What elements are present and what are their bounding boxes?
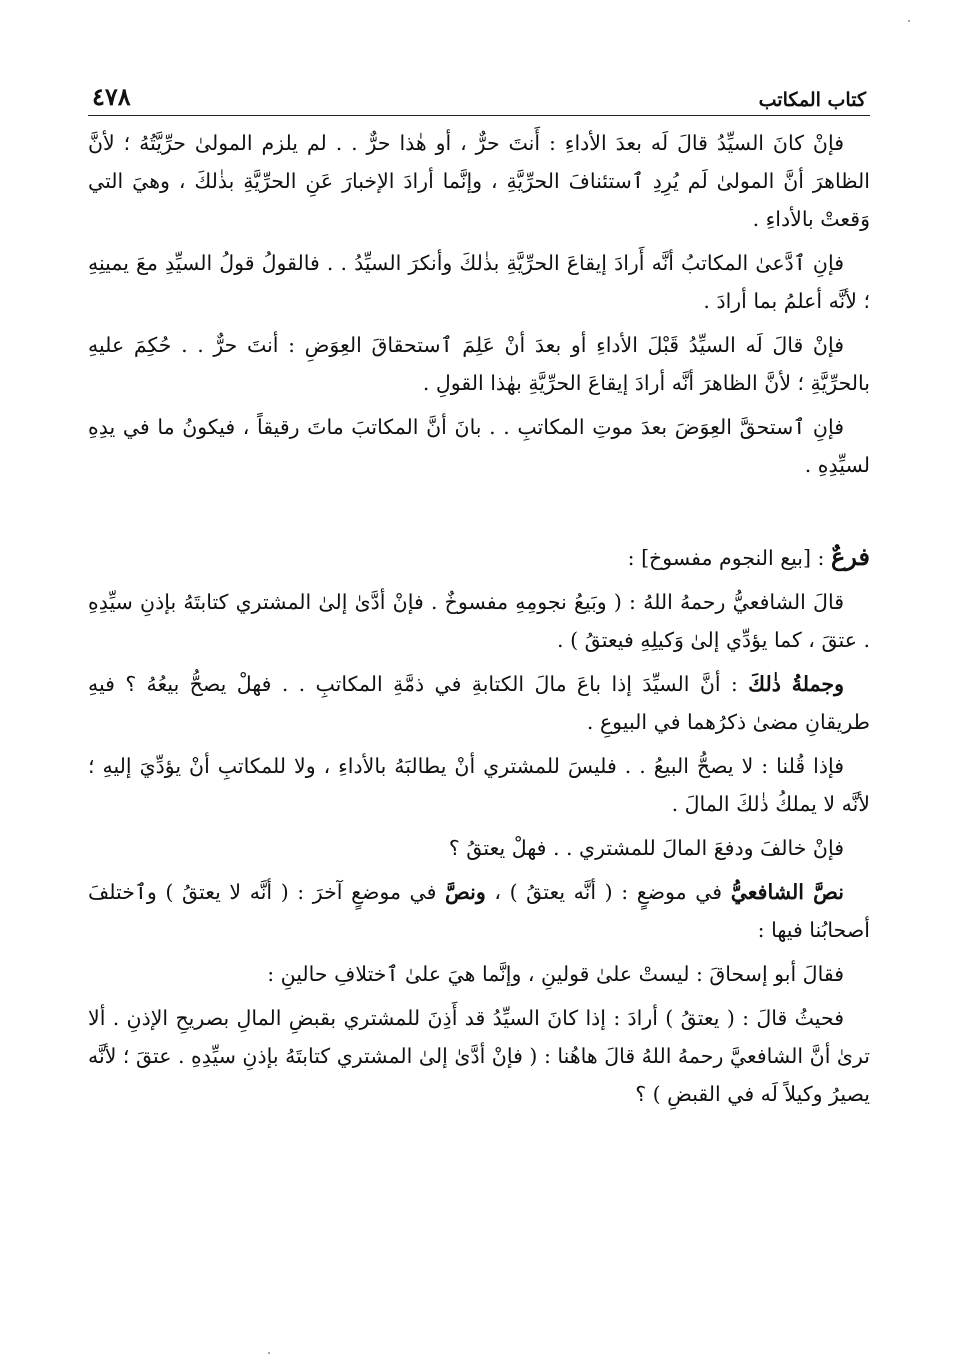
page-body xyxy=(88,124,870,1113)
paragraph-text: في موضعٍ : ( أنَّه يعتقُ ) ، xyxy=(485,880,731,904)
paragraph: فإنْ قالَ لَه السيِّدُ قَبْلَ الأداءِ أو بعدَ أنْ عَلِمَ ٱستحقاقَ العِوَضِ : أنتَ حرٌّ . . حُكِمَ عليهِ بالحرِّيَّةِ ؛ لأنَّ الظاهرَ أنَّه أرادَ إيقاعَ الحرِّيَّةِ بهٰذا القولِ . xyxy=(88,333,870,395)
scan-speck xyxy=(908,20,910,22)
running-header xyxy=(88,78,870,116)
branch-label: فرعٌ xyxy=(830,542,870,571)
book-page xyxy=(88,78,870,1119)
paragraph: قالَ الشافعيُّ رحمهُ اللهُ : ( وبَيعُ نجومِهِ مفسوخٌ . فإنْ أدَّىٰ إلىٰ المشتري كتابتَهُ بإذنِ سيِّدِهِ . عتقَ ، كما يؤدِّي إلىٰ وَكيلِهِ فيعتقُ ) . xyxy=(88,590,870,652)
paragraph: فحيثُ قالَ : ( يعتقُ ) أرادَ : إذا كانَ السيِّدُ قد أَذِنَ للمشتري بقبضِ المالِ بصريحِ الإذنِ . ألا ترىٰ أنَّ الشافعيَّ رحمهُ اللهُ قالَ هاهُنا : ( فإنْ أدَّىٰ إلىٰ المشتري كتابتَهُ بإذنِ سيِّدِهِ . عتقَ ؛ لأنَّه يصيرُ وكيلاً لَه في القبضِ ) ؟ xyxy=(88,1006,870,1106)
page-number: ٤٧٨ xyxy=(92,82,131,111)
scan-speck xyxy=(268,1352,270,1354)
paragraph: فإذا قُلنا : لا يصحُّ البيعُ . . فليسَ للمشتري أنْ يطالبَهُ بالأداءِ ، ولا للمكاتبِ أنْ يؤدِّيَ إليهِ ؛ لأنَّه لا يملكُ ذٰلكَ المالَ . xyxy=(88,754,870,816)
paragraph: فقالَ أبو إسحاقَ : ليستْ علىٰ قولينِ ، وإنَّما هيَ علىٰ ٱختلافِ حالينِ : xyxy=(267,962,844,986)
paragraph-text: : أنَّ السيِّدَ إذا باعَ مالَ الكتابةِ في ذمَّةِ المكاتبِ . . فهلْ يصحُّ بيعُهُ ؟ فيهِ طريقانِ مضىٰ ذكرُهما في البيوعِ . xyxy=(88,672,870,734)
paragraph xyxy=(88,665,870,741)
paragraph: فإنْ كانَ السيِّدُ قالَ لَه بعدَ الأداءِ : أَنتَ حرٌّ ، أو هٰذا حرٌّ . . لم يلزم المولىٰ حرِّيَّتُهُ ؛ لأنَّ الظاهرَ أنَّ المولىٰ لَم يُرِدِ ٱستئنافَ الحرِّيَّةِ ، وإنَّما أرادَ الإخبارَ عَنِ الحرِّيَّةِ بذٰلكَ ، وهيَ التي وَقعتْ بالأداءِ . xyxy=(88,131,870,231)
paragraph-lead: ونصَّ xyxy=(445,880,486,904)
book-title: كتاب المكاتب xyxy=(758,89,866,111)
paragraph-text: في موضعٍ آخرَ : ( أنَّه لا يعتقُ ) وٱختلفَ أصحابُنا فيها : xyxy=(88,880,870,942)
paragraph-lead: وجملةُ ذٰلكَ xyxy=(748,672,844,696)
paragraph: فإنِ ٱستحقَّ العِوَضَ بعدَ موتِ المكاتبِ . . بانَ أنَّ المكاتبَ ماتَ رقيقاً ، فيكونُ ما في يدِهِ لسيِّدِهِ . xyxy=(88,415,870,477)
paragraph-lead: نصَّ الشافعيُّ xyxy=(730,880,844,904)
paragraph: فإنْ خالفَ ودفعَ المالَ للمشتري . . فهلْ يعتقُ ؟ xyxy=(448,836,844,860)
branch-title: : [بيع النجوم مفسوخ] : xyxy=(627,546,831,570)
branch-heading xyxy=(88,538,870,577)
section-gap xyxy=(88,490,870,534)
paragraph xyxy=(88,873,870,949)
paragraph: فإنِ ٱدَّعىٰ المكاتبُ أنَّه أَرادَ إيقاعَ الحرِّيَّةِ بذٰلكَ وأنكرَ السيِّدُ . . فالقولُ قولُ السيِّدِ معَ يمينِهِ ؛ لأنَّه أعلمُ بما أرادَ . xyxy=(88,251,870,313)
